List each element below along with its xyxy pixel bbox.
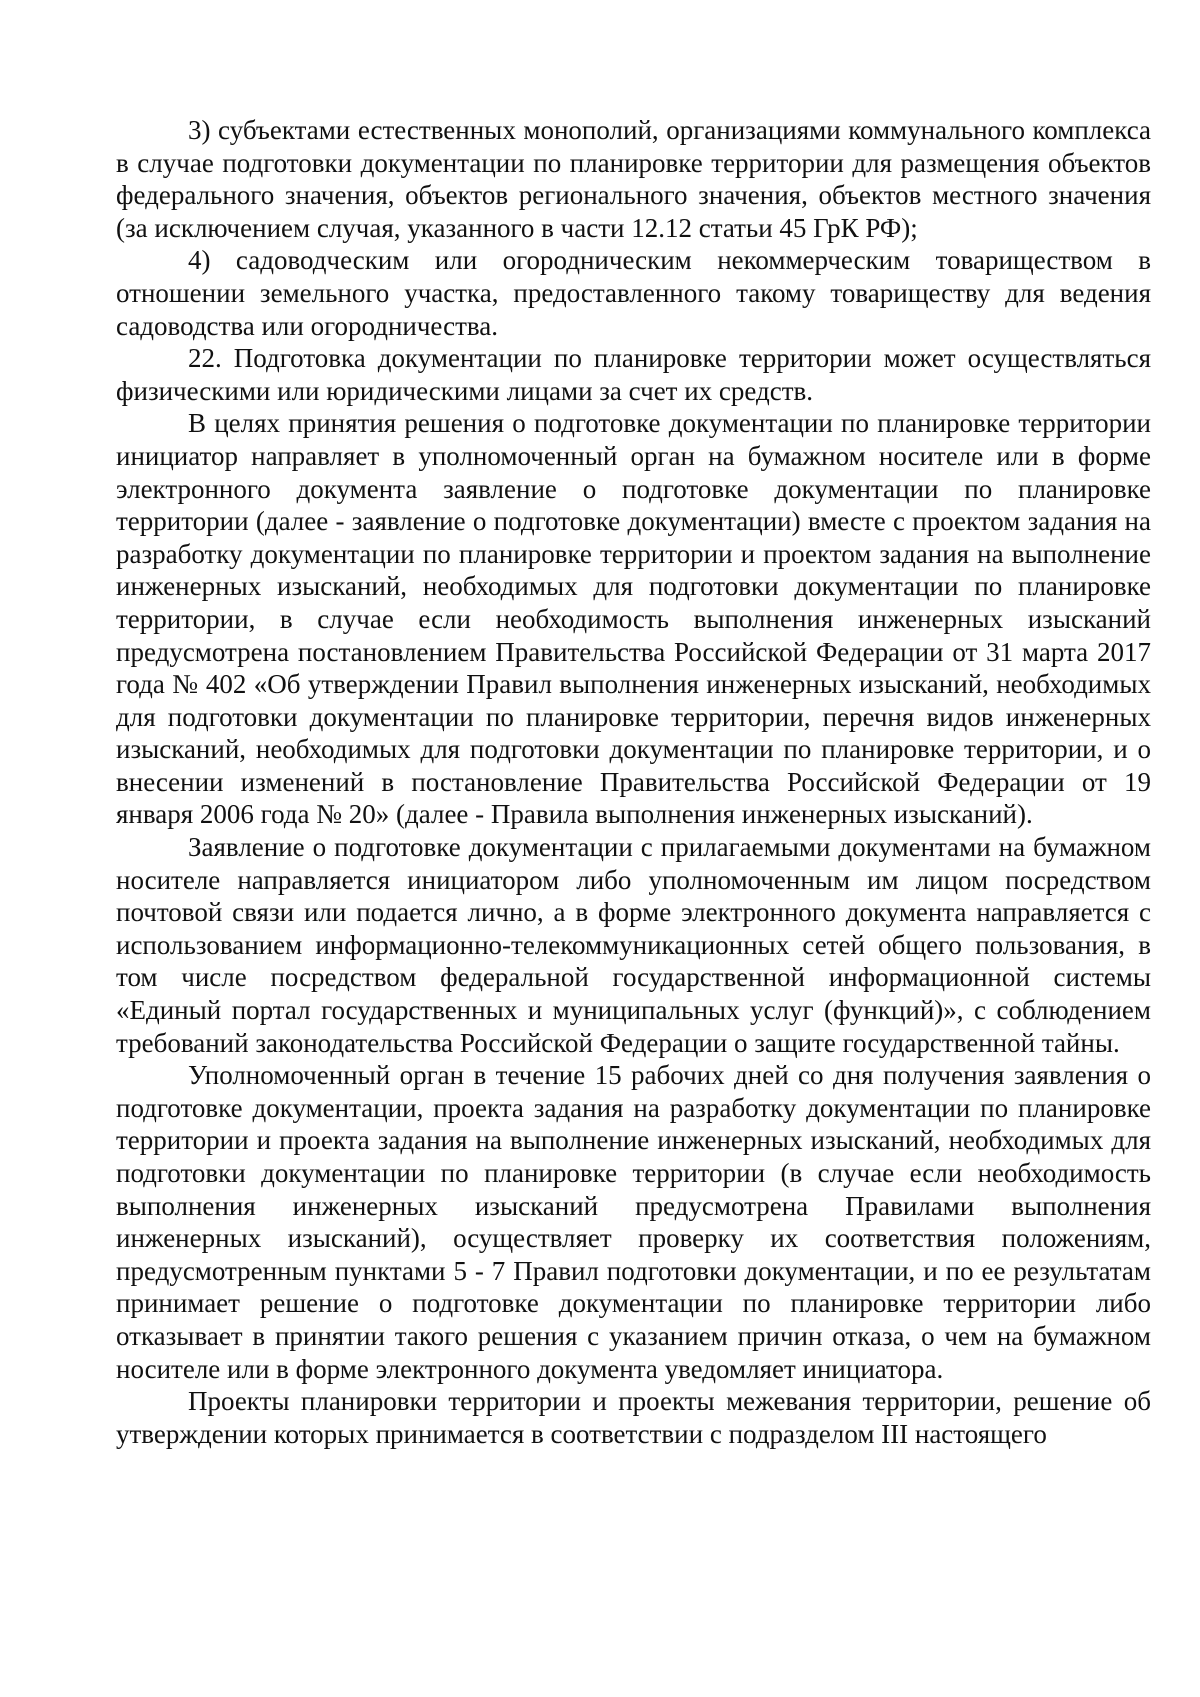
paragraph-planning-projects: Проекты планировки территории и проекты межевания территории, решение об утверждении которых принимается в соответствии с подразделом III настоящего [116, 1386, 1151, 1449]
document-page [116, 114, 1151, 1450]
paragraph-application-submission: В целях принятия решения о подготовке документации по планировке территории инициатор направляет в уполномоченный орган на бумажном носителе или в форме электронного документа заявление о подготовке документации по планировке территории (далее - заявление о подготовке документации) вместе с проектом задания на разработку документации по планировке территории и проектом задания на выполнение инженерных изысканий, необходимых для подготовки документации по планировке территории, в случае если необходимость выполнения инженерных изысканий предусмотрена постановлением Правительства Российской Федерации от 31 марта 2017 года № 402 «Об утверждении Правил выполнения инженерных изысканий, необходимых для подготовки документации по планировке территории, перечня видов инженерных изысканий, необходимых для подготовки документации по планировке территории, и о внесении изменений в постановление Правительства Российской Федерации от 19 января 2006 года № 20» (далее - Правила выполнения инженерных изысканий). [116, 408, 1151, 830]
paragraph-item-3: 3) субъектами естественных монополий, организациями коммунального комплекса в случае подготовки документации по планировке территории для размещения объектов федерального значения, объектов регионального значения, объектов местного значения (за исключением случая, указанного в части 12.12 статьи 45 ГрК РФ); [116, 115, 1151, 243]
paragraph-application-delivery: Заявление о подготовке документации с прилагаемыми документами на бумажном носителе направляется инициатором либо уполномоченным им лицом посредством почтовой связи или подается лично, а в форме электронного документа направляется с использованием информационно-телекоммуникационных сетей общего пользования, в том числе посредством федеральной государственной информационной системы «Единый портал государственных и муниципальных услуг (функций)», с соблюдением требований законодательства Российской Федерации о защите государственной тайны. [116, 832, 1151, 1058]
paragraph-authority-review: Уполномоченный орган в течение 15 рабочих дней со дня получения заявления о подготовке документации, проекта задания на разработку документации по планировке территории и проекта задания на выполнение инженерных изысканий, необходимых для подготовки документации по планировке территории (в случае если необходимость выполнения инженерных изысканий предусмотрена Правилами выполнения инженерных изысканий), осуществляет проверку их соответствия положениям, предусмотренным пунктами 5 - 7 Правил подготовки документации, и по ее результатам принимает решение о подготовке документации по планировке территории либо отказывает в принятии такого решения с указанием причин отказа, о чем на бумажном носителе или в форме электронного документа уведомляет инициатора. [116, 1060, 1151, 1384]
paragraph-item-4: 4) садоводческим или огородническим некоммерческим товариществом в отношении земельного участка, предоставленного такому товариществу для ведения садоводства или огородничества. [116, 245, 1151, 341]
paragraph-22: 22. Подготовка документации по планировке территории может осуществляться физическими или юридическими лицами за счет их средств. [116, 343, 1151, 406]
